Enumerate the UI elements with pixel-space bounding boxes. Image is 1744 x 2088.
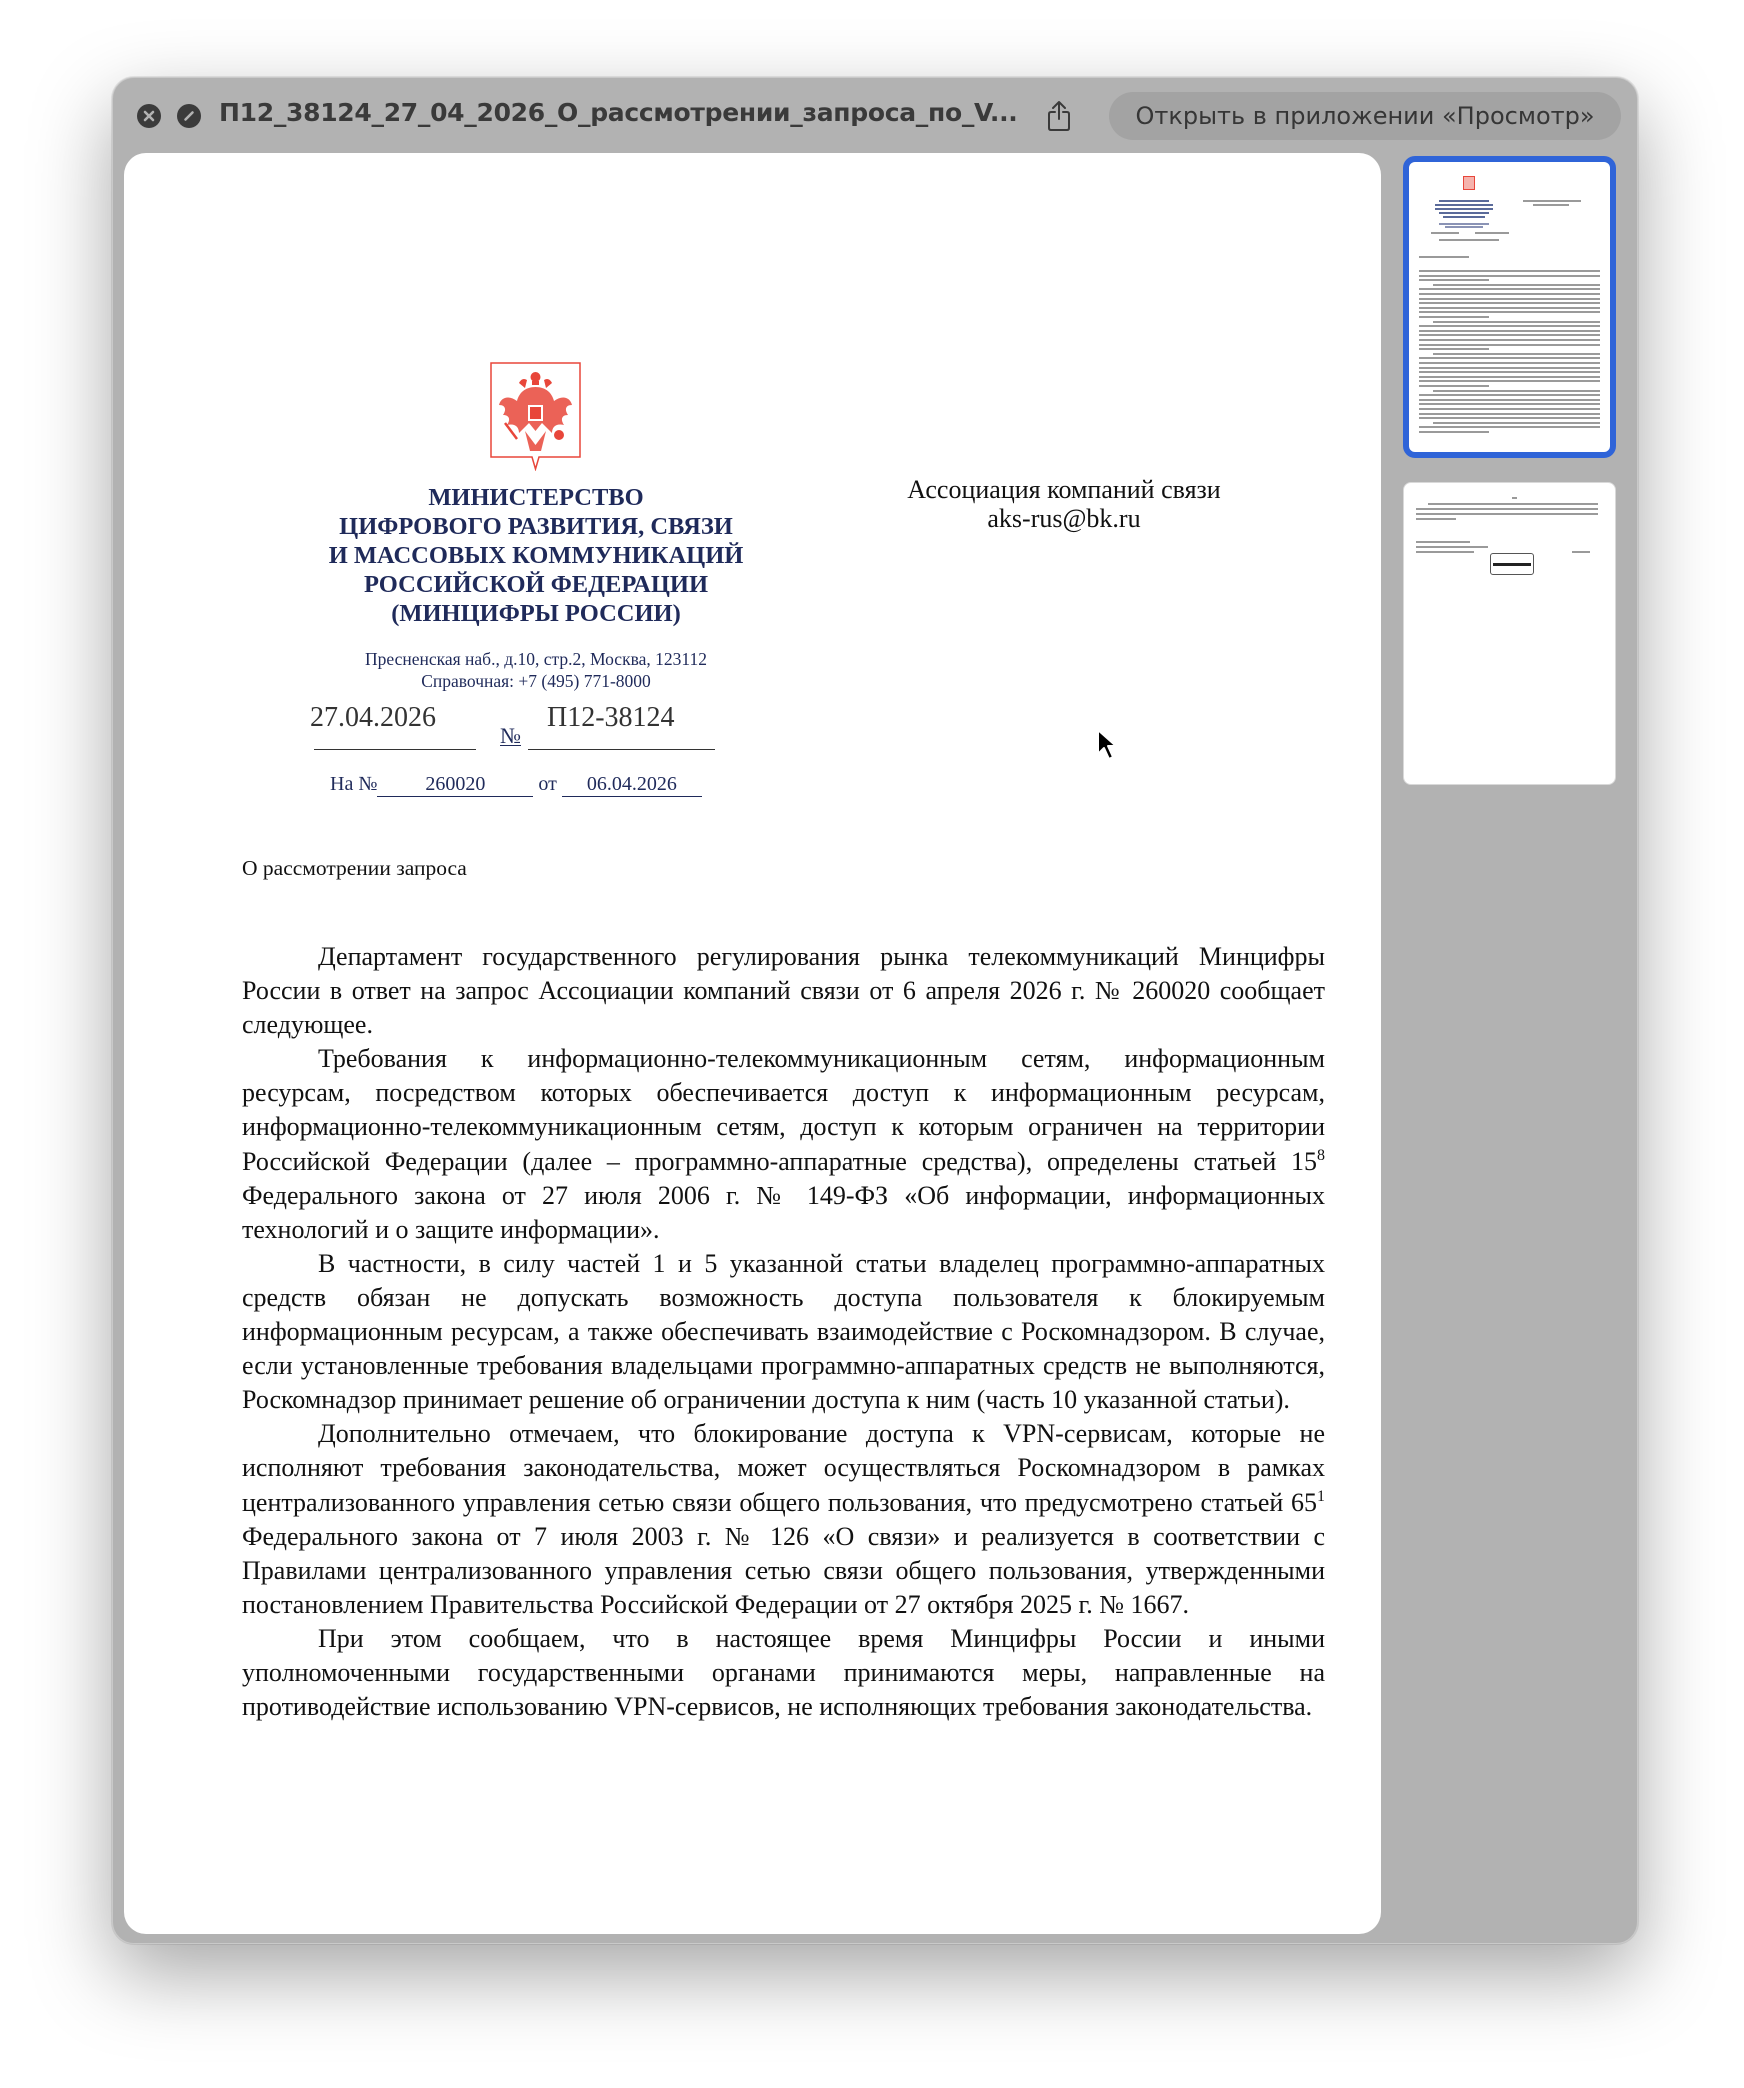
thumbnail-text-line bbox=[1435, 204, 1493, 206]
thumbnail-text-line bbox=[1419, 408, 1600, 410]
window-title: П12_38124_27_04_2026_О_рассмотрении_запроса_по_V... bbox=[219, 98, 1018, 127]
thumbnail-text-line bbox=[1439, 212, 1489, 214]
reference-row bbox=[330, 773, 702, 797]
thumbnail-text-line bbox=[1439, 200, 1489, 202]
ministry-line: И МАССОВЫХ КОММУНИКАЦИЙ bbox=[328, 542, 744, 569]
thumbnail-text-line bbox=[1419, 311, 1600, 313]
thumbnail-text-line bbox=[1419, 394, 1600, 396]
thumbnail-text-line bbox=[1419, 380, 1600, 382]
thumbnail-text-line bbox=[1439, 223, 1489, 225]
addressee-email: aks-rus@bk.ru bbox=[987, 504, 1141, 533]
thumbnail-text-line bbox=[1419, 279, 1489, 281]
outgoing-date: 27.04.2026 bbox=[310, 702, 436, 733]
paragraph bbox=[242, 1042, 1325, 1247]
ministry-phone: Справочная: +7 (495) 771-8000 bbox=[421, 671, 651, 691]
paragraph: Департамент государственного регулирования рынка телекоммуникаций Минцифры России в ответ на запрос Ассоциации компаний связи от 6 апреля 2026 г. № 260020 сообщает следующее. bbox=[242, 942, 1325, 1040]
document-page bbox=[124, 153, 1381, 1934]
thumbnail-text-line bbox=[1419, 417, 1600, 419]
thumbnail-text-line bbox=[1439, 239, 1499, 241]
share-icon bbox=[1047, 100, 1071, 132]
thumbnail-text-line bbox=[1419, 334, 1600, 336]
thumbnail-text-line bbox=[1419, 270, 1600, 272]
ministry-line: РОССИЙСКОЙ ФЕДЕРАЦИИ bbox=[363, 571, 709, 598]
thumbnail-text-line bbox=[1419, 344, 1600, 346]
page-thumbnail-2[interactable] bbox=[1403, 482, 1616, 785]
ministry-contacts bbox=[294, 648, 778, 692]
thumbnail-text-line bbox=[1416, 518, 1456, 520]
thumbnail-emblem bbox=[1463, 176, 1475, 190]
thumbnail-text-line bbox=[1433, 284, 1600, 286]
thumbnail-text-line bbox=[1419, 371, 1600, 373]
mouse-cursor-icon bbox=[1096, 728, 1118, 762]
thumbnail-text-line bbox=[1419, 325, 1600, 327]
thumbnail-text-line bbox=[1416, 546, 1488, 548]
fullscreen-prohibit-icon[interactable] bbox=[177, 104, 201, 128]
superscript: 8 bbox=[1317, 1146, 1325, 1164]
thumbnail-text-line bbox=[1419, 399, 1600, 401]
addressee-name: Ассоциация компаний связи bbox=[907, 475, 1221, 504]
thumbnail-text-line bbox=[1512, 497, 1517, 499]
thumbnail-signature-stamp bbox=[1490, 553, 1534, 575]
reference-number: 260020 bbox=[377, 773, 533, 797]
outgoing-number: П12-38124 bbox=[547, 702, 675, 733]
quicklook-window bbox=[112, 77, 1638, 1944]
paragraph bbox=[242, 1417, 1325, 1622]
number-underline bbox=[528, 749, 715, 750]
thumbnail-text-line bbox=[1419, 376, 1600, 378]
reference-date: 06.04.2026 bbox=[562, 773, 702, 797]
thumbnail-text-line bbox=[1416, 513, 1598, 515]
thumbnail-text-line bbox=[1419, 426, 1600, 428]
ministry-line: МИНИСТЕРСТВО bbox=[428, 484, 644, 511]
thumbnail-text-line bbox=[1445, 226, 1483, 228]
thumbnail-preview bbox=[1404, 483, 1615, 784]
thumbnail-text-line bbox=[1419, 256, 1469, 258]
reference-from: от bbox=[538, 773, 557, 795]
thumbnail-text-line bbox=[1433, 353, 1600, 355]
letter-body bbox=[242, 940, 1325, 1724]
thumbnail-text-line bbox=[1523, 200, 1581, 202]
letter-subject: О рассмотрении запроса bbox=[242, 856, 467, 880]
paragraph-text: Дополнительно отмечаем, что блокирование доступа к VPN-сервисам, которые не исполняют требования законодательства, может осуществляться Роскомнадзором в рамках централизованного управления сетью связи общего пользования, что предусмотрено статьей 65 bbox=[242, 1419, 1325, 1517]
thumbnail-text-line bbox=[1416, 508, 1598, 510]
number-sign: № bbox=[500, 723, 521, 748]
thumbnail-text-line bbox=[1431, 232, 1459, 234]
superscript: 1 bbox=[1317, 1487, 1325, 1505]
stamp-bar bbox=[1493, 563, 1531, 566]
thumbnail-text-line bbox=[1419, 288, 1600, 290]
paragraph-text: Федерального закона от 27 июля 2006 г. № 149-ФЗ «Об информации, информационных технологий и о защите информации». bbox=[242, 1180, 1325, 1244]
date-underline bbox=[314, 749, 476, 750]
thumbnail-text-line bbox=[1419, 413, 1600, 415]
thumbnail-text-line bbox=[1419, 348, 1489, 350]
thumbnail-text-line bbox=[1419, 330, 1600, 332]
thumbnail-text-line bbox=[1419, 302, 1600, 304]
paragraph-text: Требования к информационно-телекоммуникационным сетям, информационным ресурсам, посредством которых обеспечивается доступ к информационным ресурсам, информационно-телекоммуникационным сетям, доступ к которым ограничен на территории Российской Федерации (далее – программно-аппаратные средства), определены статьей 15 bbox=[242, 1044, 1325, 1176]
thumbnail-text-line bbox=[1419, 293, 1600, 295]
addressee bbox=[854, 475, 1274, 533]
paragraph-text: Федерального закона от 7 июля 2003 г. № 126 «О связи» и реализуется в соответствии с Правилами централизованного управления сетью связи общего пользования, утвержденными постановлением Правительства Российской Федерации от 27 октября 2025 г. № 1667. bbox=[242, 1521, 1325, 1619]
thumbnail-text-line bbox=[1419, 385, 1489, 387]
ministry-name bbox=[294, 483, 778, 628]
thumbnail-text-line bbox=[1433, 321, 1600, 323]
thumbnail-text-line bbox=[1475, 232, 1509, 234]
thumbnail-text-line bbox=[1433, 390, 1600, 392]
page-thumbnail-1[interactable] bbox=[1403, 156, 1616, 458]
thumbnail-text-line bbox=[1443, 216, 1485, 218]
paragraph: При этом сообщаем, что в настоящее время Минцифры России и иными уполномоченными государственными органами принимаются меры, направленные на противодействие использованию VPN-сервисов, не исполняющих требования законодательства. bbox=[242, 1623, 1325, 1722]
coat-of-arms-emblem bbox=[489, 361, 582, 471]
title-bar bbox=[113, 78, 1637, 153]
thumbnail-text-line bbox=[1419, 298, 1600, 300]
thumbnail-text-line bbox=[1419, 339, 1600, 341]
thumbnail-text-line bbox=[1419, 431, 1489, 433]
close-icon[interactable] bbox=[137, 104, 161, 128]
paragraph: В частности, в силу частей 1 и 5 указанной статьи владелец программно-аппаратных средств обязан не допускать возможность доступа пользователя к блокируемым информационным ресурсам, а также обеспечивать взаимодействие с Роскомнадзором. В случае, если установленные требования владельцами программно-аппаратных средств не выполняются, Роскомнадзор принимает решение об ограничении доступа к ним (часть 10 указанной статьи). bbox=[242, 1248, 1325, 1415]
thumbnail-text-line bbox=[1572, 551, 1590, 553]
thumbnail-text-line bbox=[1433, 422, 1600, 424]
thumbnail-text-line bbox=[1419, 357, 1600, 359]
thumbnail-text-line bbox=[1416, 541, 1470, 543]
share-button[interactable] bbox=[1041, 96, 1077, 136]
ministry-address: Пресненская наб., д.10, стр.2, Москва, 123112 bbox=[365, 649, 707, 669]
ministry-line: ЦИФРОВОГО РАЗВИТИЯ, СВЯЗИ bbox=[339, 513, 733, 540]
thumbnail-preview bbox=[1409, 162, 1610, 452]
reference-prefix: На № bbox=[330, 773, 378, 795]
open-in-preview-button[interactable]: Открыть в приложении «Просмотр» bbox=[1109, 92, 1621, 140]
thumbnail-text-line bbox=[1428, 503, 1598, 505]
thumbnail-text-line bbox=[1419, 403, 1600, 405]
thumbnail-text-line bbox=[1419, 367, 1600, 369]
thumbnail-text-line bbox=[1419, 307, 1600, 309]
thumbnail-text-line bbox=[1419, 362, 1600, 364]
thumbnail-text-line bbox=[1533, 204, 1569, 206]
thumbnail-text-line bbox=[1435, 208, 1493, 210]
thumbnail-text-line bbox=[1416, 551, 1474, 553]
ministry-line: (МИНЦИФРЫ РОССИИ) bbox=[391, 600, 681, 627]
thumbnail-text-line bbox=[1419, 316, 1489, 318]
thumbnail-text-line bbox=[1419, 275, 1600, 277]
